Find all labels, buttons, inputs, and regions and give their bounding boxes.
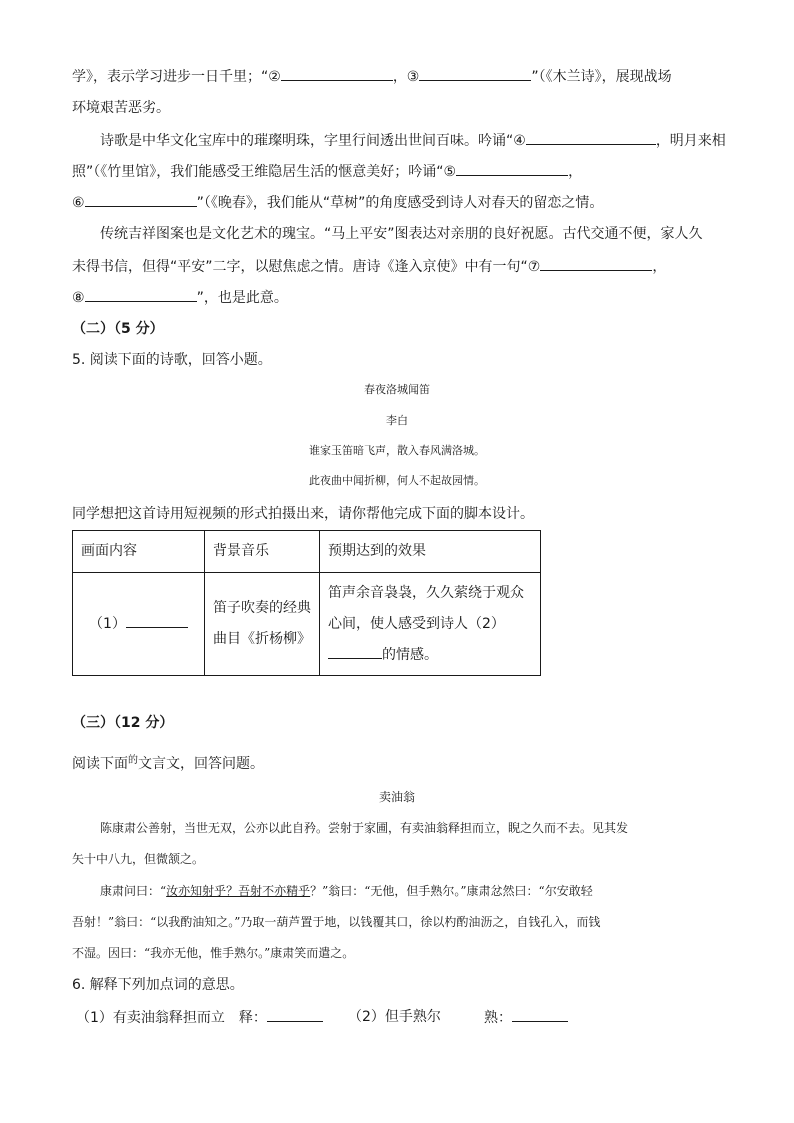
blank-6[interactable] <box>85 192 197 207</box>
text: ？”翁曰：“无他，但手熟尔。”康肃忿然曰：“尔安敢轻 <box>310 884 593 898</box>
blank-2[interactable] <box>281 66 393 81</box>
header-effect: 预期达到的效果 <box>320 531 541 573</box>
text: ⑧ <box>72 290 85 306</box>
q6-item-1 <box>76 1007 323 1028</box>
text: 文言文，回答问题。 <box>138 756 264 772</box>
blank-2-emotion[interactable] <box>328 644 382 659</box>
table-row <box>73 573 541 676</box>
text: 笛子吹奏的经典 <box>213 600 311 616</box>
section2-heading: （二）（5 分） <box>72 321 164 337</box>
poem-line-1: 谁家玉笛暗飞声，散入春风满洛城。 <box>309 444 485 457</box>
para3-line1: 传统吉祥图案也是文化艺术的瑰宝。“马上平安”图表达对亲朋的良好祝愿。古代交通不便，家人久 <box>100 226 703 242</box>
para2-line1 <box>100 130 726 151</box>
section3-intro <box>72 754 264 776</box>
text: 的 <box>128 755 138 766</box>
blank-q6-2[interactable] <box>512 1007 568 1022</box>
text: ， <box>652 259 667 275</box>
para3-line3 <box>72 287 288 308</box>
passage-line-1: 陈康肃公善射，当世无双，公亦以此自矜。尝射于家圃，有卖油翁释担而立，睨之久而不去。见其发 <box>100 821 629 835</box>
text: 未得书信，但得“平安”二字，以慰焦虑之情。唐诗《逢入京使》中有一句“⑦ <box>72 259 541 275</box>
script-table <box>72 530 541 676</box>
para3-line2 <box>72 256 666 277</box>
q6-item-2: （2）但手熟尔 <box>348 1009 441 1025</box>
text: ”（《木兰诗》，展现战场 <box>531 69 672 85</box>
script-instruction: 同学想把这首诗用短视频的形式拍摄出来，请你帮他完成下面的脚本设计。 <box>72 506 534 522</box>
poem-title: 春夜洛城闻笛 <box>364 383 430 396</box>
poem-line-2: 此夜曲中闻折柳，何人不起故园情。 <box>309 474 485 487</box>
effect-line3 <box>328 640 532 671</box>
cell-music <box>205 573 320 676</box>
cell-scene <box>73 573 205 676</box>
text: ，明月来相 <box>655 133 726 149</box>
blank-3[interactable] <box>419 66 531 81</box>
para2-line2 <box>72 161 582 182</box>
text: 学》，表示学习进步一日千里；“② <box>72 69 281 85</box>
text: 照”（《竹里馆》，我们能感受王维隐居生活的惬意美好；吟诵“⑤ <box>72 164 457 180</box>
question-5: 5. 阅读下面的诗歌，回答小题。 <box>72 352 272 368</box>
text: 笛声余音袅袅，久久萦绕于观众 <box>328 584 524 601</box>
text: （1） <box>89 615 126 632</box>
table-header-row <box>73 531 541 573</box>
passage-line-4: 吾射！”翁曰：“以我酌油知之。”乃取一葫芦置于地，以钱覆其口，徐以杓酌油沥之，自钱孔入，而钱 <box>72 915 601 929</box>
cell-effect <box>320 573 541 676</box>
text: ， <box>568 164 583 180</box>
blank-q6-1[interactable] <box>267 1007 323 1022</box>
text: 阅读下面 <box>72 756 128 772</box>
blank-5[interactable] <box>456 161 568 176</box>
para1-line2: 环境艰苦恶劣。 <box>72 100 170 116</box>
header-music: 背景音乐 <box>205 531 320 573</box>
text: ”（《晚春》，我们能从“草树”的角度感受到诗人对春天的留恋之情。 <box>196 195 604 211</box>
poem-author: 李白 <box>386 414 408 427</box>
text: 的情感。 <box>382 646 438 663</box>
para2-line3 <box>72 192 603 213</box>
blank-1-scene[interactable] <box>126 613 188 628</box>
text: （1）有卖油翁释担而立 释： <box>76 1010 267 1026</box>
passage-line-5: 不湿。因曰：“我亦无他，惟手熟尔。”康肃笑而遣之。 <box>72 946 355 960</box>
para1-line1 <box>72 66 672 87</box>
passage-line-2: 矢十中八九，但微颔之。 <box>72 852 205 866</box>
text: 熟： <box>484 1010 512 1026</box>
underlined-text: 汝亦知射乎？吾射不亦精乎 <box>166 884 311 898</box>
passage-title: 卖油翁 <box>378 790 415 804</box>
text: ⑥ <box>72 195 85 211</box>
blank-8[interactable] <box>85 287 197 302</box>
section3-heading: （三）（12 分） <box>72 715 174 731</box>
text: ”，也是此意。 <box>196 290 288 306</box>
header-scene: 画面内容 <box>73 531 205 573</box>
q6-item-3 <box>484 1007 568 1028</box>
text: 曲目《折杨柳》 <box>213 631 311 647</box>
text: 诗歌是中华文化宝库中的璀璨明珠，字里行间透出世间百味。吟诵“④ <box>100 133 526 149</box>
text: 心间，使人感受到诗人（2） <box>328 615 505 632</box>
text: ，③ <box>392 69 420 85</box>
question-6: 6. 解释下列加点词的意思。 <box>72 977 244 993</box>
passage-line-3 <box>100 882 593 900</box>
text: 康肃问曰：“ <box>100 884 167 898</box>
blank-7[interactable] <box>540 256 652 271</box>
blank-4[interactable] <box>526 130 656 145</box>
